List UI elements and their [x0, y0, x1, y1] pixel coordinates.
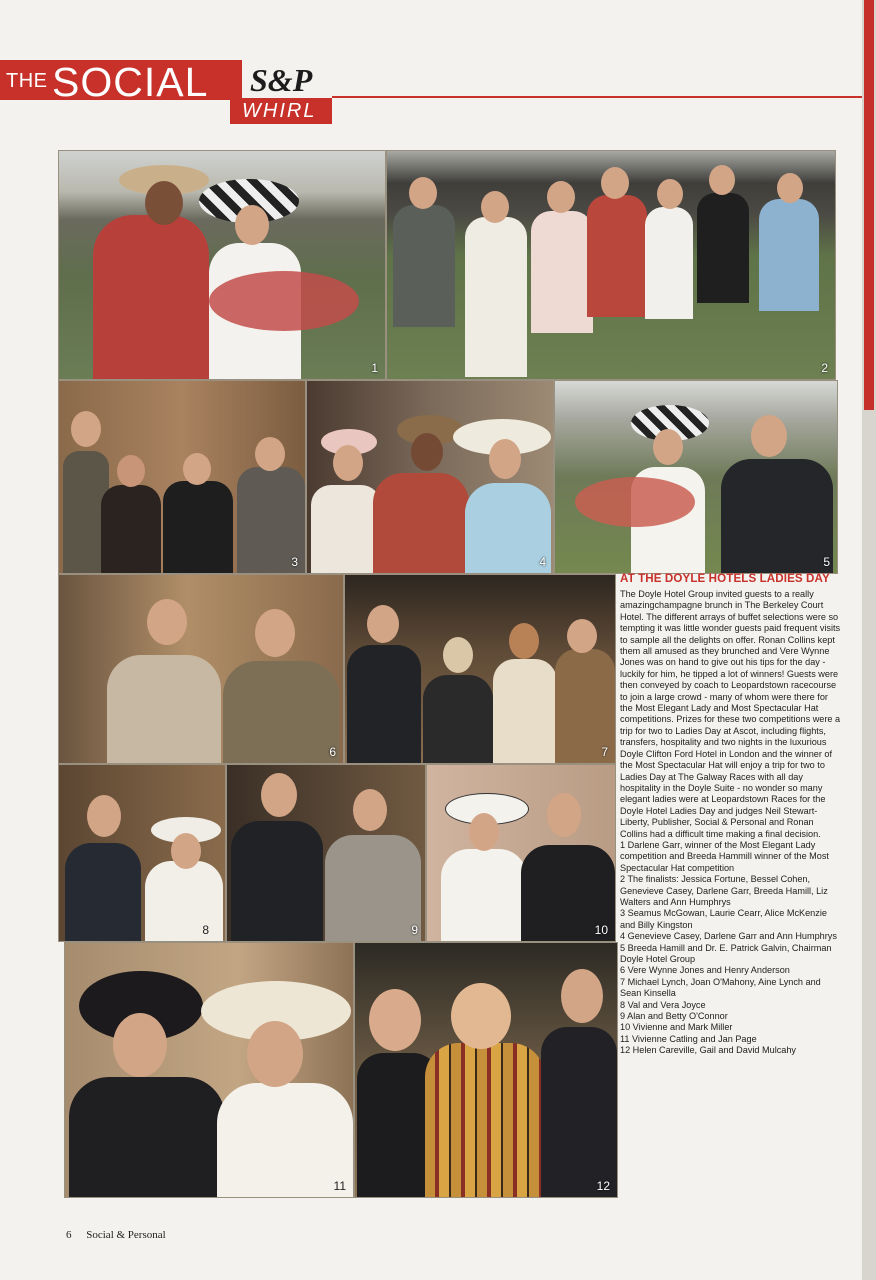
caption-item: 11 Vivienne Catling and Jan Page: [620, 1033, 757, 1044]
photo-number: 2: [821, 361, 828, 375]
photo-12: [354, 942, 618, 1198]
photo-2: [386, 150, 836, 380]
photo-number: 12: [596, 1179, 610, 1193]
article-body: The Doyle Hotel Group invited guests to a really amazingchampagne brunch in The Berkeley Court Hotel. The different arrays of buffet selections were so tempting it was little wonder guests paid frequent visits to sample all the delights on offer. Ronan Collins kept them all amused as they brunched and Vere Wynne Jones was on hand to give out his tips for the day - luckily for him, he tipped a lot of winners! Guests were then conveyed by coach to Leopardstown racecourse to join a large crowd - many of whom were there for the Most Elegant Lady and Most Spectacular Hat competitions. Prizes for these two competitions were a trip for two to Ladies Day at Ascot, including flights, transfers, hospitality and two nights in the luxurious Doyle Clifton Ford Hotel in London and the winner of the Most Spectacular Hat will enjoy a trip for two to Ladies Day at The Galway Races with all day hospitality in the Doyle Suite - no wonder so many elegant ladies were at Leopardstown Races for the Doyle Hotel Ladies Day and judges Neil Stewart-Liberty, Publisher, Social & Personal and Ronan Collins had a difficult time making a final decision.: [620, 589, 841, 839]
title-whirl: WHIRL: [242, 100, 317, 122]
photo-8: [58, 764, 226, 942]
photo-number: 9: [411, 923, 418, 937]
caption-item: 2 The finalists: Jessica Fortune, Bessel Cohen, Genevieve Casey, Darlene Garr, Breeda Hamill, Liz Walters and Ann Humphrys: [620, 874, 828, 907]
caption-item: 4 Genevieve Casey, Darlene Garr and Ann Humphrys: [620, 931, 837, 942]
photo-number: 1: [371, 361, 378, 375]
caption-item: 9 Alan and Betty O'Connor: [620, 1011, 728, 1022]
photo-number: 7: [601, 745, 608, 759]
caption-item: 3 Seamus McGowan, Laurie Cearr, Alice McKenzie and Billy Kingston: [620, 908, 827, 930]
photo-11: [64, 942, 354, 1198]
whirl-banner: [230, 98, 332, 124]
photo-10: [426, 764, 616, 942]
photo-3: [58, 380, 306, 574]
page-footer: [66, 1229, 166, 1241]
photo-number: 3: [291, 555, 298, 569]
title-the: THE: [6, 70, 48, 92]
photo-7: [344, 574, 616, 764]
page-edge: [862, 0, 876, 1280]
header-rule: [332, 96, 862, 98]
article-title: AT THE DOYLE HOTELS LADIES DAY: [620, 572, 830, 585]
photo-9: [226, 764, 426, 942]
caption-item: 8 Val and Vera Joyce: [620, 999, 706, 1010]
caption-item: 12 Helen Careville, Gail and David Mulcahy: [620, 1045, 796, 1056]
caption-item: 5 Breeda Hamill and Dr. E. Patrick Galvin, Chairman Doyle Hotel Group: [620, 942, 832, 964]
article: [620, 572, 842, 1057]
magazine-name: Social & Personal: [86, 1229, 166, 1241]
photo-number: 10: [594, 923, 608, 937]
photo-6: [58, 574, 344, 764]
section-header: [0, 58, 876, 128]
photo-1: [58, 150, 386, 380]
photo-5: [554, 380, 838, 574]
page-number: 6: [66, 1229, 72, 1241]
photo-number: 5: [823, 555, 830, 569]
caption-list: [620, 840, 842, 1057]
title-banner: [0, 59, 242, 105]
photo-number: 11: [333, 1179, 346, 1193]
photo-number: 8: [202, 923, 209, 937]
sp-logo: S&P: [250, 62, 313, 98]
title-social: SOCIAL: [52, 59, 209, 105]
caption-item: 7 Michael Lynch, Joan O'Mahony, Aine Lynch and Sean Kinsella: [620, 976, 821, 999]
photo-4: [306, 380, 554, 574]
caption-item: 10 Vivienne and Mark Miller: [620, 1022, 733, 1033]
caption-item: 1 Darlene Garr, winner of the Most Elegant Lady competition and Breeda Hammill winner of the Most Spectacular Hat competition: [620, 839, 829, 873]
photo-number: 6: [329, 745, 336, 759]
caption-item: 6 Vere Wynne Jones and Henry Anderson: [620, 965, 790, 976]
photo-number: 4: [539, 555, 546, 569]
